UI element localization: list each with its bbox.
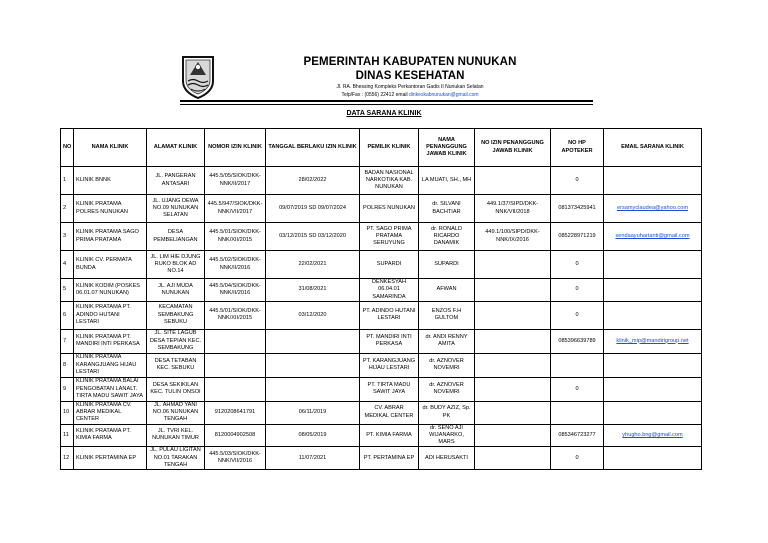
office-address: Jl. RA. Bhessing Kompleks Perkantoran Gadis II Nunukan Selatan xyxy=(336,84,484,90)
row-number: 4 xyxy=(61,251,74,279)
clinic-name: KLINIK PRATAMA PT. ADINDO HUTANI LESTARI xyxy=(74,301,147,329)
permit-validity: 09/07/2019 SD 09/07/2024 xyxy=(266,195,360,223)
clinic-owner: PT. KARANGJUANG HIJAU LESTARI xyxy=(360,353,419,377)
col-responsible-person-header: NAMA PENANGGUNG JAWAB KLINIK xyxy=(419,129,475,167)
responsible-person: dr. RONALD RICARDO DANAMIK xyxy=(419,223,475,251)
permit-validity: 11/07/2021 xyxy=(266,447,360,470)
regency-emblem-logo xyxy=(180,55,216,99)
permit-validity: 22/02/2021 xyxy=(266,251,360,279)
clinic-address: JL. LIM HIE DJUNG RUKO BLOK AD NO.14 xyxy=(147,251,205,279)
clinic-email[interactable]: sendaayuhartanti@gmail.com xyxy=(604,223,702,251)
col-owner-header: PEMILIK KLINIK xyxy=(360,129,419,167)
row-number: 12 xyxy=(61,447,74,470)
pharmacist-phone: 085228971219 xyxy=(551,223,604,251)
pharmacist-phone: 0 xyxy=(551,377,604,401)
table-row xyxy=(61,329,702,353)
clinic-name: KLINIK BNNK xyxy=(74,167,147,195)
table-row xyxy=(61,401,702,424)
table-row xyxy=(61,353,702,377)
responsible-person: dr. AZNOVER NOVEMRI xyxy=(419,353,475,377)
clinic-email[interactable]: ersamyclaudea@yahoo.com xyxy=(604,195,702,223)
pharmacist-phone: 085396639789 xyxy=(551,329,604,353)
row-number: 2 xyxy=(61,195,74,223)
permit-number: 445.5/947/SIOK/DKK-NNK/VII/2017 xyxy=(205,195,266,223)
permit-validity: 06/11/2019 xyxy=(266,401,360,424)
table-row xyxy=(61,377,702,401)
clinic-owner: PT. ADINDO HUTANI LESTARI xyxy=(360,301,419,329)
clinic-address: JL. AJI MUDA NUNUKAN xyxy=(147,279,205,302)
pharmacist-phone: 0 xyxy=(551,301,604,329)
permit-number: 445.5/04/SIOK/DKK-NNK/II/2016 xyxy=(205,279,266,302)
pharmacist-phone: 0 xyxy=(551,251,604,279)
clinic-address: KECAMATAN SEMBAKUNG SEBUKU xyxy=(147,301,205,329)
responsible-permit xyxy=(475,301,551,329)
row-number: 8 xyxy=(61,353,74,377)
responsible-person: dr. SILVANI BACHTIAR xyxy=(419,195,475,223)
clinic-name: KLINIK PRATAMA SAGO PRIMA PRATAMA xyxy=(74,223,147,251)
table-row xyxy=(61,447,702,470)
clinic-email xyxy=(604,447,702,470)
responsible-permit xyxy=(475,167,551,195)
clinic-owner: SUPARDI xyxy=(360,251,419,279)
clinic-owner: PT. MANDIRI INTI PERKASA xyxy=(360,329,419,353)
responsible-person: dr. ANDI RENNY AMITA xyxy=(419,329,475,353)
row-number: 7 xyxy=(61,329,74,353)
pharmacist-phone: 0 xyxy=(551,279,604,302)
responsible-permit xyxy=(475,329,551,353)
clinic-name: KLINIK PERTAMINA EP xyxy=(74,447,147,470)
clinic-name: KLINIK PRATAMA PT. KIMIA FARMA xyxy=(74,424,147,447)
permit-number: 445.5/01/SIOK/DKK-NNK/XII/2015 xyxy=(205,301,266,329)
clinic-address: JL. PULAU LIGITAN NO.01 TARAKAN TENGAH xyxy=(147,447,205,470)
permit-validity: 31/08/2021 xyxy=(266,279,360,302)
clinic-email xyxy=(604,353,702,377)
clinic-email[interactable]: klinik_mip@mandirigroup.net xyxy=(604,329,702,353)
responsible-permit xyxy=(475,401,551,424)
permit-number xyxy=(205,353,266,377)
clinic-address: JL. PANGERAN ANTASARI xyxy=(147,167,205,195)
pharmacist-phone: 0 xyxy=(551,447,604,470)
clinic-address: JL. TVRI KEL. NUNUKAN TIMUR xyxy=(147,424,205,447)
clinic-owner: DENKESYAH 06.04.01 SAMARINDA xyxy=(360,279,419,302)
clinic-name: KLINIK PRATAMA BALAI PENGOBATAN LANALT. TIRTA MADU SAWIT JAYA xyxy=(74,377,147,401)
office-phone: Telp/Fax : (0556) 22412 email xyxy=(341,92,409,98)
document-title: DATA SARANA KLINIK xyxy=(346,110,422,117)
clinic-address: JL. SITE LAGUB DESA TEPIAN KEC. SEMBAKUNG xyxy=(147,329,205,353)
permit-validity: 03/12/2015 SD 03/12/2020 xyxy=(266,223,360,251)
clinic-address: DESA TETABAN KEC. SEBUKU xyxy=(147,353,205,377)
permit-validity: 08/05/2019 xyxy=(266,424,360,447)
health-office-heading: DINAS KESEHATAN xyxy=(355,70,465,82)
responsible-person: dr. SENO AJI WIJANARKO, MARS xyxy=(419,424,475,447)
permit-validity xyxy=(266,329,360,353)
clinic-name: KLINIK PRATAMA PT. MANDIRI INTI PERKASA xyxy=(74,329,147,353)
clinic-email[interactable]: yhugho.bng@gmail.com xyxy=(604,424,702,447)
responsible-person: ENZOS F.H GULTOM xyxy=(419,301,475,329)
responsible-permit xyxy=(475,424,551,447)
pharmacist-phone: 085346723277 xyxy=(551,424,604,447)
row-number: 1 xyxy=(61,167,74,195)
pharmacist-phone xyxy=(551,353,604,377)
permit-number: 445.5/01/SIOK/DKK-NNK/XII/2015 xyxy=(205,223,266,251)
permit-number: 9120208641791 xyxy=(205,401,266,424)
office-contact xyxy=(240,92,580,98)
col-clinic-name-header: NAMA KLINIK xyxy=(74,129,147,167)
permit-number xyxy=(205,329,266,353)
clinic-owner: POLRES NUNUKAN xyxy=(360,195,419,223)
responsible-permit xyxy=(475,251,551,279)
responsible-person: ADI HERUSAKTI xyxy=(419,447,475,470)
col-permit-validity-header: TANGGAL BERLAKU IZIN KLINIK xyxy=(266,129,360,167)
responsible-permit xyxy=(475,447,551,470)
table-row xyxy=(61,279,702,302)
clinic-data-table xyxy=(60,128,702,470)
clinic-name: KLINIK CV. PERMATA BUNDA xyxy=(74,251,147,279)
clinic-owner: PT. SAGO PRIMA PRATAMA SERUYUNG xyxy=(360,223,419,251)
permit-validity xyxy=(266,377,360,401)
responsible-person: dr. BUDY AZIZ, Sp. PK xyxy=(419,401,475,424)
table-row xyxy=(61,195,702,223)
pharmacist-phone: 0 xyxy=(551,167,604,195)
regency-government-heading: PEMERINTAH KABUPATEN NUNUKAN xyxy=(303,56,517,68)
clinic-owner: PT. TIRTA MADU SAWIT JAYA xyxy=(360,377,419,401)
permit-validity xyxy=(266,353,360,377)
clinic-name: KLINIK KODIM (POSKES 06.01.07 NUNUKAN) xyxy=(74,279,147,302)
responsible-person: AFWAN xyxy=(419,279,475,302)
clinic-email xyxy=(604,251,702,279)
responsible-person: dr. AZNOVER NOVEMRI xyxy=(419,377,475,401)
clinic-name: KLINIK PRATAMA CV. ABRAR MEDIKAL CENTER xyxy=(74,401,147,424)
permit-number: 445.5/02/SIOK/DKK-NNK/II/2016 xyxy=(205,251,266,279)
clinic-owner: PT. PERTAMINA EP xyxy=(360,447,419,470)
table-row xyxy=(61,251,702,279)
row-number: 9 xyxy=(61,377,74,401)
clinic-address: DESA PEMBELIANGAN xyxy=(147,223,205,251)
clinic-email xyxy=(604,279,702,302)
clinic-name: KLINIK PRATAMA POLRES NUNUKAN xyxy=(74,195,147,223)
responsible-person: LA MUATI, SH., MH xyxy=(419,167,475,195)
pharmacist-phone xyxy=(551,401,604,424)
col-clinic-address-header: ALAMAT KLINIK xyxy=(147,129,205,167)
permit-validity: 28/02/2022 xyxy=(266,167,360,195)
responsible-permit xyxy=(475,279,551,302)
col-pharmacist-phone-header: NO HP APOTEKER xyxy=(551,129,604,167)
clinic-address: JL. UJANG DEWA NO.09 NUNUKAN SELATAN xyxy=(147,195,205,223)
clinic-owner: BADAN NASIONAL NARKOTIKA KAB. NUNUKAN xyxy=(360,167,419,195)
row-number: 5 xyxy=(61,279,74,302)
clinic-email xyxy=(604,401,702,424)
col-responsible-permit-header: NO IZIN PENANGGUNG JAWAB KLINIK xyxy=(475,129,551,167)
office-email-link[interactable]: dinkeskabnunukan@gmail.com xyxy=(408,92,479,98)
clinic-owner: CV. ABRAR MEDIKAL CENTER xyxy=(360,401,419,424)
clinic-email xyxy=(604,377,702,401)
letterhead-thin-rule xyxy=(180,104,593,105)
clinic-owner: PT. KIMIA FARMA xyxy=(360,424,419,447)
responsible-permit xyxy=(475,377,551,401)
permit-number: 445.5/05/SIOK/DKK-NNK/II/2017 xyxy=(205,167,266,195)
clinic-email xyxy=(604,301,702,329)
responsible-person: SUPARDI xyxy=(419,251,475,279)
clinic-address: JL. AHMAD YANI NO.06 NUNUKAN TENGAH xyxy=(147,401,205,424)
permit-validity: 03/12/2020 xyxy=(266,301,360,329)
row-number: 10 xyxy=(61,401,74,424)
responsible-permit: 449.1/100/SIPD/DKK-NNK/IX/2016 xyxy=(475,223,551,251)
table-row xyxy=(61,223,702,251)
pharmacist-phone: 081373425941 xyxy=(551,195,604,223)
permit-number: 8120004902508 xyxy=(205,424,266,447)
letterhead-thick-rule xyxy=(180,100,593,102)
row-number: 11 xyxy=(61,424,74,447)
responsible-permit xyxy=(475,353,551,377)
col-no-header: NO xyxy=(61,129,74,167)
col-clinic-email-header: EMAIL SARANA KLINIK xyxy=(604,129,702,167)
responsible-permit: 449.1/37/SIPD/DKK-NNK/VII/2018 xyxy=(475,195,551,223)
permit-number xyxy=(205,377,266,401)
row-number: 3 xyxy=(61,223,74,251)
table-row xyxy=(61,167,702,195)
permit-number: 445.5/03/SIOK/DKK-NNK/VII/2016 xyxy=(205,447,266,470)
table-row xyxy=(61,424,702,447)
clinic-address: DESA SEKIKILAN KEC. TULIN ONSOI xyxy=(147,377,205,401)
clinic-name: KLINIK PRATAMA KARANGJUANG HIJAU LESTARI xyxy=(74,353,147,377)
row-number: 6 xyxy=(61,301,74,329)
col-permit-number-header: NOMOR IZIN KLINIK xyxy=(205,129,266,167)
table-row xyxy=(61,301,702,329)
clinic-email xyxy=(604,167,702,195)
table-header-row xyxy=(61,129,702,167)
